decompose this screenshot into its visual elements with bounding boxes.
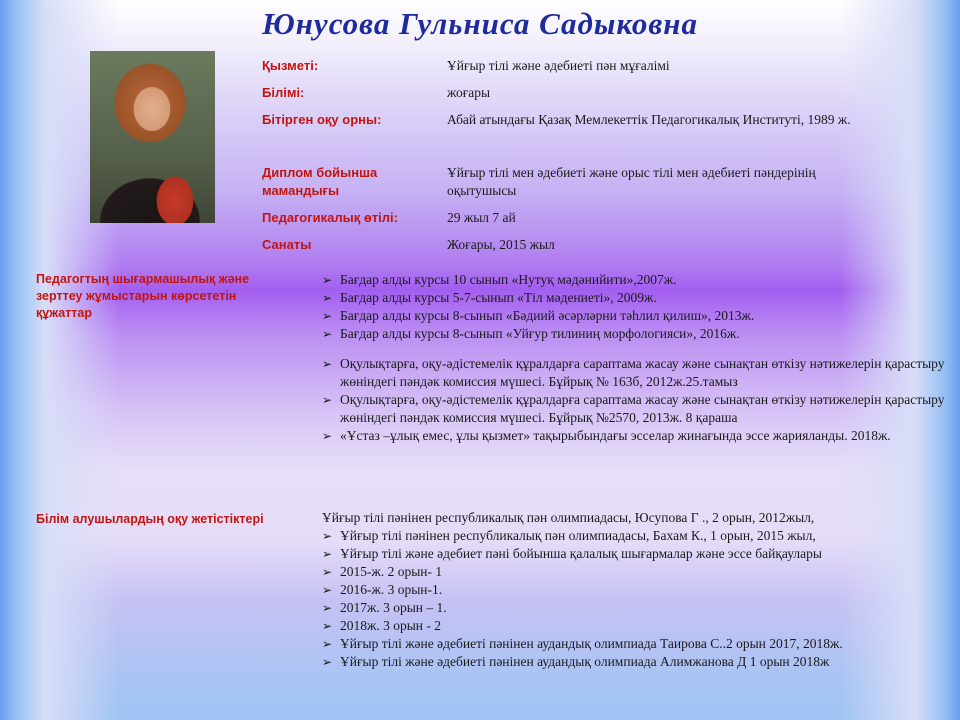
- arrow-bullet-icon: ➢: [322, 309, 333, 323]
- list-item: ➢ 2018ж. 3 орын - 2: [322, 618, 441, 633]
- list-item: ➢ Бағдар алды курсы 5-7-сынып «Тіл мәдениеті», 2009ж.: [322, 290, 657, 305]
- list-item: ➢ Бағдар алды курсы 10 сынып «Нутуқ мәдәнийити»,2007ж.: [322, 272, 677, 287]
- arrow-bullet-icon: ➢: [322, 429, 333, 443]
- list-item: ➢ Бағдар алды курсы 8-сынып «Бәдиий әсәрләрни тәһлил қилиш», 2013ж.: [322, 308, 755, 323]
- list-item: ➢ Ұйғыр тілі пәнінен республикалық пән олимпиадасы, Бахам К., 1 орын, 2015 жыл,: [322, 528, 816, 543]
- arrow-bullet-icon: ➢: [322, 327, 333, 341]
- category-label: Санаты: [262, 237, 312, 252]
- list-item: ➢ Ұйғыр тілі және әдебиеті пәнінен аудандық олимпиада Таирова С..2 орын 2017, 2018ж.: [322, 636, 843, 651]
- experience-label: Педагогикалық өтілі:: [262, 210, 398, 225]
- list-item: ➢ «Ұстаз –ұлық емес, ұлы қызмет» тақырыбындағы эсселар жинағында эссе жарияланды. 2018ж.: [322, 428, 891, 443]
- arrow-bullet-icon: ➢: [322, 601, 333, 615]
- list-item: ➢ 2016-ж. 3 орын-1.: [322, 582, 443, 597]
- list-item: Ұйғыр тілі пәнінен республикалық пән олимпиадасы, Юсупова Г ., 2 орын, 2012жыл,: [322, 510, 815, 525]
- list-item: ➢ Оқулықтарға, оқу-әдістемелік құралдарға сараптама жасау және сынақтан өткізу нәтижелерін қарастыру жөніндегі пәндәк комиссия мүшесі. Бұйрық №2570, 2013ж. 8 қараша: [322, 392, 945, 425]
- arrow-bullet-icon: ➢: [322, 583, 333, 597]
- arrow-bullet-icon: ➢: [322, 565, 333, 579]
- list-item: ➢ Оқулықтарға, оқу-әдістемелік құралдарға сараптама жасау және сынақтан өткізу нәтижелерін қарастыру жөніндегі пәндәк комиссия мүшесі. Бұйрық № 163б, 2012ж.25.тамыз: [322, 356, 945, 389]
- list-item: ➢ 2015-ж. 2 орын- 1: [322, 564, 443, 579]
- research-list: [322, 271, 947, 445]
- diploma-value: Ұйғыр тілі мен әдебиеті және орыс тілі мен әдебиеті пәндерінің оқытушысы: [447, 165, 816, 198]
- arrow-bullet-icon: ➢: [322, 529, 333, 543]
- list-item: ➢ Бағдар алды курсы 8-сынып «Уйғур тилиниң морфологияси», 2016ж.: [322, 326, 740, 341]
- arrow-bullet-icon: ➢: [322, 273, 333, 287]
- arrow-bullet-icon: ➢: [322, 619, 333, 633]
- list-item: ➢ Ұйғыр тілі және әдебиет пәні бойынша қалалық шығармалар және эссе байқаулары: [322, 546, 822, 561]
- arrow-bullet-icon: ➢: [322, 547, 333, 561]
- education-value: жоғары: [447, 85, 491, 100]
- category-value: Жоғары, 2015 жыл: [447, 237, 555, 252]
- position-value: Ұйғыр тілі және әдебиеті пән мұғалімі: [447, 58, 670, 73]
- achievements-list: [322, 509, 947, 671]
- arrow-bullet-icon: ➢: [322, 637, 333, 651]
- arrow-bullet-icon: ➢: [322, 291, 333, 305]
- arrow-bullet-icon: ➢: [322, 357, 333, 371]
- arrow-bullet-icon: ➢: [322, 655, 333, 669]
- list-spacer: [322, 343, 947, 355]
- list-item: ➢ 2017ж. 3 орын – 1.: [322, 600, 447, 615]
- achievements-label: Білім алушылардың оқу жетістіктері: [36, 512, 264, 526]
- institution-label: Бітірген оқу орны:: [262, 112, 382, 127]
- portrait-photo: [90, 51, 215, 223]
- diploma-label: Диплом бойынша мамандығы: [262, 165, 378, 198]
- research-label: Педагогтың шығармашылық және зерттеу жұмыстарын көрсететін құжаттар: [36, 272, 250, 320]
- position-label: Қызметі:: [262, 58, 319, 73]
- institution-value: Абай атындағы Қазақ Мемлекеттік Педагогикалық Институті, 1989 ж.: [447, 112, 851, 127]
- experience-value: 29 жыл 7 ай: [447, 210, 516, 225]
- page-title: Юнусова Гульниса Садыковна: [261, 6, 698, 41]
- list-item: ➢ Ұйғыр тілі және әдебиеті пәнінен аудандық олимпиада Алимжанова Д 1 орын 2018ж: [322, 654, 830, 669]
- education-label: Білімі:: [262, 85, 305, 100]
- arrow-bullet-icon: ➢: [322, 393, 333, 407]
